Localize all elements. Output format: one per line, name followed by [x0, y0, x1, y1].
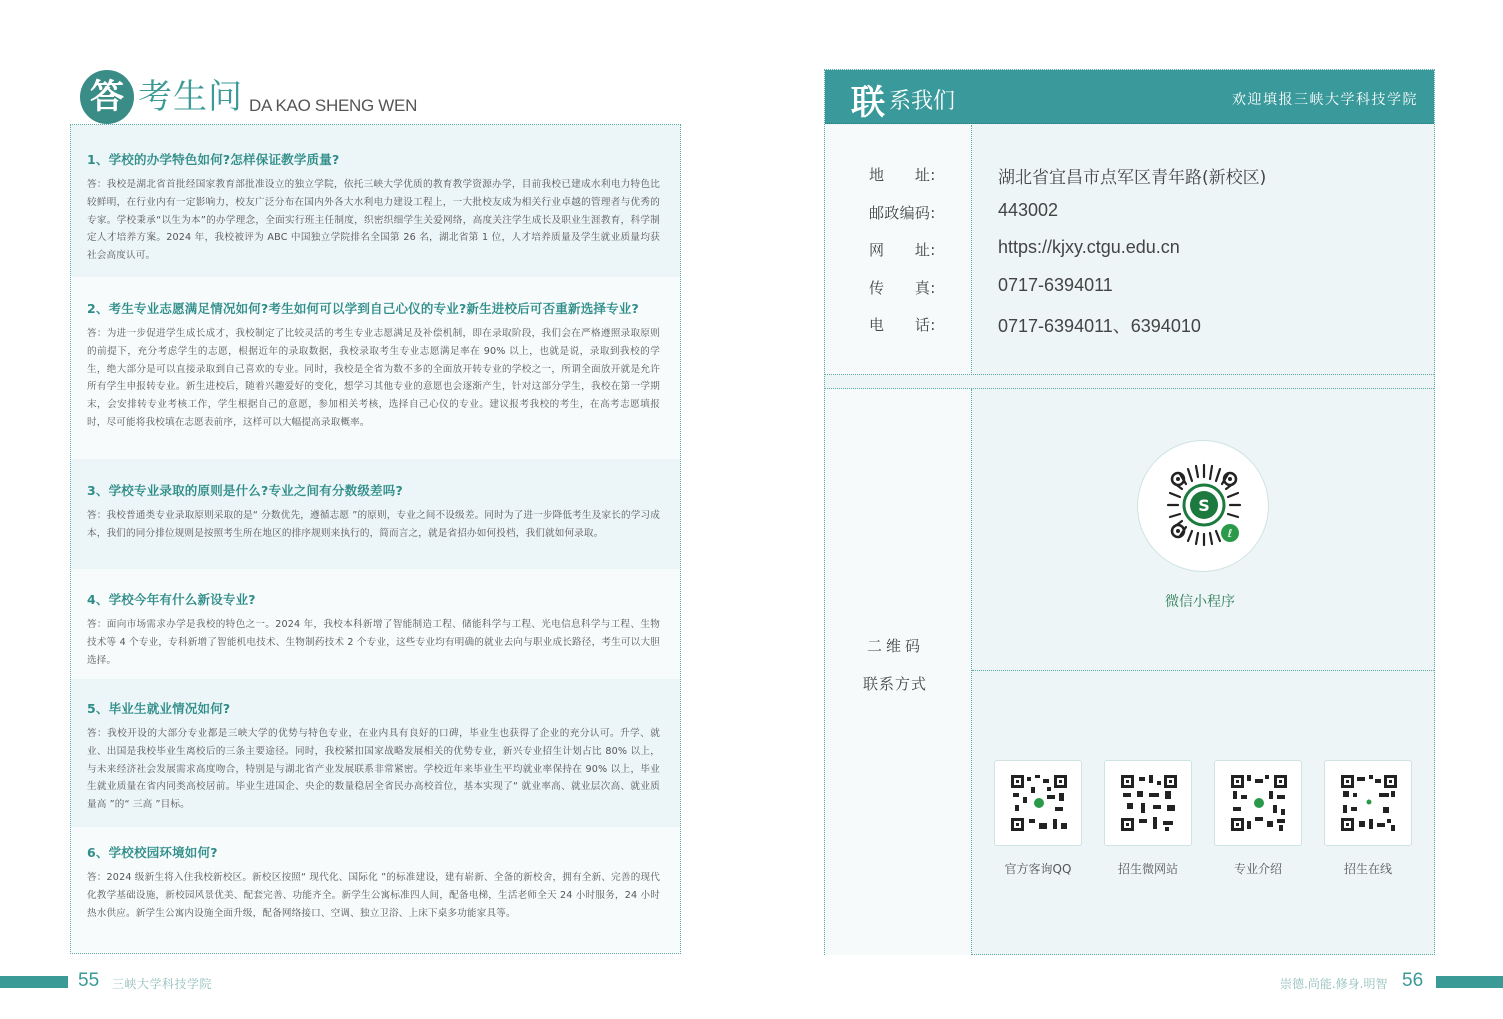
page-number-right: 56 [1402, 970, 1424, 991]
qa-question: 3、学校专业录取的原则是什么?专业之间有分数级差吗? [87, 483, 403, 498]
contact-header [825, 70, 1434, 124]
footer-bar-left [0, 976, 68, 988]
contact-panel [824, 69, 1435, 955]
label-address: 地 址: [869, 166, 936, 184]
qr-label-column [825, 389, 972, 955]
qr-caption-micro-site: 招生微网站 [1117, 862, 1178, 876]
section-title-en: DA KAO SHENG WEN [249, 96, 418, 115]
value-address: 湖北省宜昌市点军区青年路(新校区) [998, 168, 1267, 188]
footer-bar-right [1436, 976, 1503, 988]
qr-code-online[interactable] [1324, 760, 1412, 846]
answer-badge: 答 [80, 70, 134, 124]
qa-item-5 [71, 679, 680, 827]
qa-panel [70, 124, 681, 954]
qr-caption-majors: 专业介绍 [1233, 862, 1282, 876]
qa-item-1 [71, 125, 680, 277]
qa-question: 1、学校的办学特色如何?怎样保证教学质量? [87, 152, 340, 167]
footer-school-name: 三峡大学科技学院 [112, 977, 213, 991]
qa-item-4 [71, 569, 680, 679]
qr-caption-qq: 官方客询QQ [1004, 862, 1072, 876]
divider [825, 374, 1434, 375]
qr-code-icon [1215, 761, 1303, 847]
divider [972, 670, 1434, 671]
value-phone: 0717-6394011、6394010 [998, 316, 1201, 336]
section-title-cn: 考生问 [138, 77, 243, 117]
page-number-left: 55 [78, 970, 100, 991]
qr-code-majors[interactable] [1214, 760, 1302, 846]
qr-label-line2: 联系方式 [863, 675, 928, 693]
qa-answer: 答：我校是湖北省首批经国家教育部批准设立的独立学院，依托三峡大学优质的教育教学资源办学，目前我校已建成水利电力特色比较鲜明，在行业内有一定影响力，校友广泛分布在国内外各大水利电力建设工程上，一大批校友成为相关行业卓越的管理者与优秀的专家。学校秉承“以生为本”的办学理念，全面实行班主任制度，织密织细学生关爱网络，高度关注学生成长及职业生涯教育，科学制定人才培养方案。2024 年，我校被评为 ABC 中国独立学院排名全国第 26 名，湖北省第 1 位，人才培养质量及学生就业质量均获社会高度认可。 [87, 179, 660, 262]
label-website: 网 址: [869, 241, 936, 259]
label-fax: 传 真: [869, 279, 936, 297]
mini-program-code-icon [1138, 441, 1270, 573]
qa-answer: 答：面向市场需求办学是我校的特色之一。2024 年，我校本科新增了智能制造工程、储能科学与工程、光电信息科学与工程、生物技术等 4 个专业，专科新增了智能机电技术、生物制药技术 2 个专业，这些专业均有明确的就业去向与职业成长路径，考生可以大胆选择。 [87, 619, 660, 666]
left-page-header [80, 70, 417, 124]
qr-code-icon [1325, 761, 1413, 847]
label-phone: 电 话: [869, 316, 936, 334]
qa-item-3 [71, 459, 680, 569]
svg-text:S: S [1198, 496, 1210, 515]
qa-answer: 答：我校普通类专业录取原则采取的是“ 分数优先，遵循志愿 ”的原则，专业之间不设级差。同时为了进一步降低考生及家长的学习成本，我们的同分排位规则是按照考生所在地区的排序规则来执行的，简而言之，就是省招办如何投档，我们就如何录取。 [87, 510, 660, 539]
qa-question: 6、学校校园环境如何? [87, 845, 218, 860]
qr-code-qq[interactable] [994, 760, 1082, 846]
contact-title-rest: 系我们 [889, 89, 956, 114]
qr-code-icon [1105, 761, 1193, 847]
qa-item-6 [71, 827, 680, 953]
qa-question: 5、毕业生就业情况如何? [87, 701, 231, 716]
qa-answer: 答：我校开设的大部分专业都是三峡大学的优势与特色专业，在业内具有良好的口碑，毕业生也获得了企业的充分认可。升学、就业、出国是我校毕业生离校后的三条主要途径。同时，我校紧扣国家战略发展相关的优势专业，新兴专业招生计划占比 80% 以上，与未来经济社会发展需求高度吻合，特别是与湖北省产业发展联系非常紧密。学校近年来毕业生平均就业率保持在 90% 以上，毕业生就业质量在省内同类高校居前。毕业生进国企、央企的数量稳居全省民办高校首位，基本实现了“ 就业率高、就业层次高、就业质量高 ”的“ 三高 ”目标。 [87, 728, 660, 811]
qr-label-line1: 二维码 [867, 637, 925, 655]
value-postcode: 443002 [998, 200, 1059, 220]
value-website[interactable]: https://kjxy.ctgu.edu.cn [998, 237, 1180, 257]
qa-question: 4、学校今年有什么新设专业? [87, 592, 256, 607]
qr-code-icon [995, 761, 1083, 847]
svg-text:ℓ: ℓ [1227, 527, 1233, 540]
qa-answer: 答：2024 级新生将入住我校新校区。新校区按照“ 现代化、国际化 ”的标准建设，建有崭新、全备的新校舍，拥有全新、完善的现代化教学基础设施，新校园风景优美、配套完善、功能齐全。新学生公寓标准四人间，配备电梯，生活老师全天 24 小时服务，24 小时热水供应。新学生公寓内设施全面升级，配备网络接口、空调、独立卫浴、上床下桌多功能家具等。 [87, 872, 660, 919]
qr-caption-online: 招生在线 [1343, 862, 1392, 876]
footer-motto: 崇德.尚能.修身.明智 [1280, 977, 1388, 991]
contact-title-first-char: 联 [851, 83, 885, 123]
label-postcode: 邮政编码: [869, 204, 936, 222]
mini-program-label: 微信小程序 [1165, 594, 1235, 610]
mini-program-code[interactable] [1137, 440, 1269, 572]
value-fax: 0717-6394011 [998, 275, 1113, 295]
qa-answer: 答：为进一步促进学生成长成才，我校制定了比较灵活的考生专业志愿满足及补偿机制，即在录取阶段，我们会在严格遵照录取原则的前提下，充分考虑学生的志愿，根据近年的录取数据，我校录取考生专业志愿满足率在 90% 以上，也就是说，录取到我校的学生，绝大部分是可以直接录取到自己喜欢的专业。同时，我校是全省为数不多的全面放开转专业的学校之一，所谓全面放开就是允许所有学生申报转专业。新生进校后，随着兴趣爱好的变化，想学习其他专业的意愿也会逐渐产生，针对这部分学生，我校在第一学期末，会安排转专业考核工作，学生根据自己的意愿，参加相关考核，选择自己心仪的专业。建议报考我校的考生，在高考志愿填报时，尽可能将我校填在志愿表前序，这样可以大幅提高录取概率。 [87, 328, 660, 428]
contact-slogan: 欢迎填报三峡大学科技学院 [1232, 92, 1418, 108]
qa-question: 2、考生专业志愿满足情况如何?考生如何可以学到自己心仪的专业?新生进校后可否重新选择专业? [87, 301, 639, 316]
qa-item-2 [71, 277, 680, 459]
qr-code-micro-site[interactable] [1104, 760, 1192, 846]
